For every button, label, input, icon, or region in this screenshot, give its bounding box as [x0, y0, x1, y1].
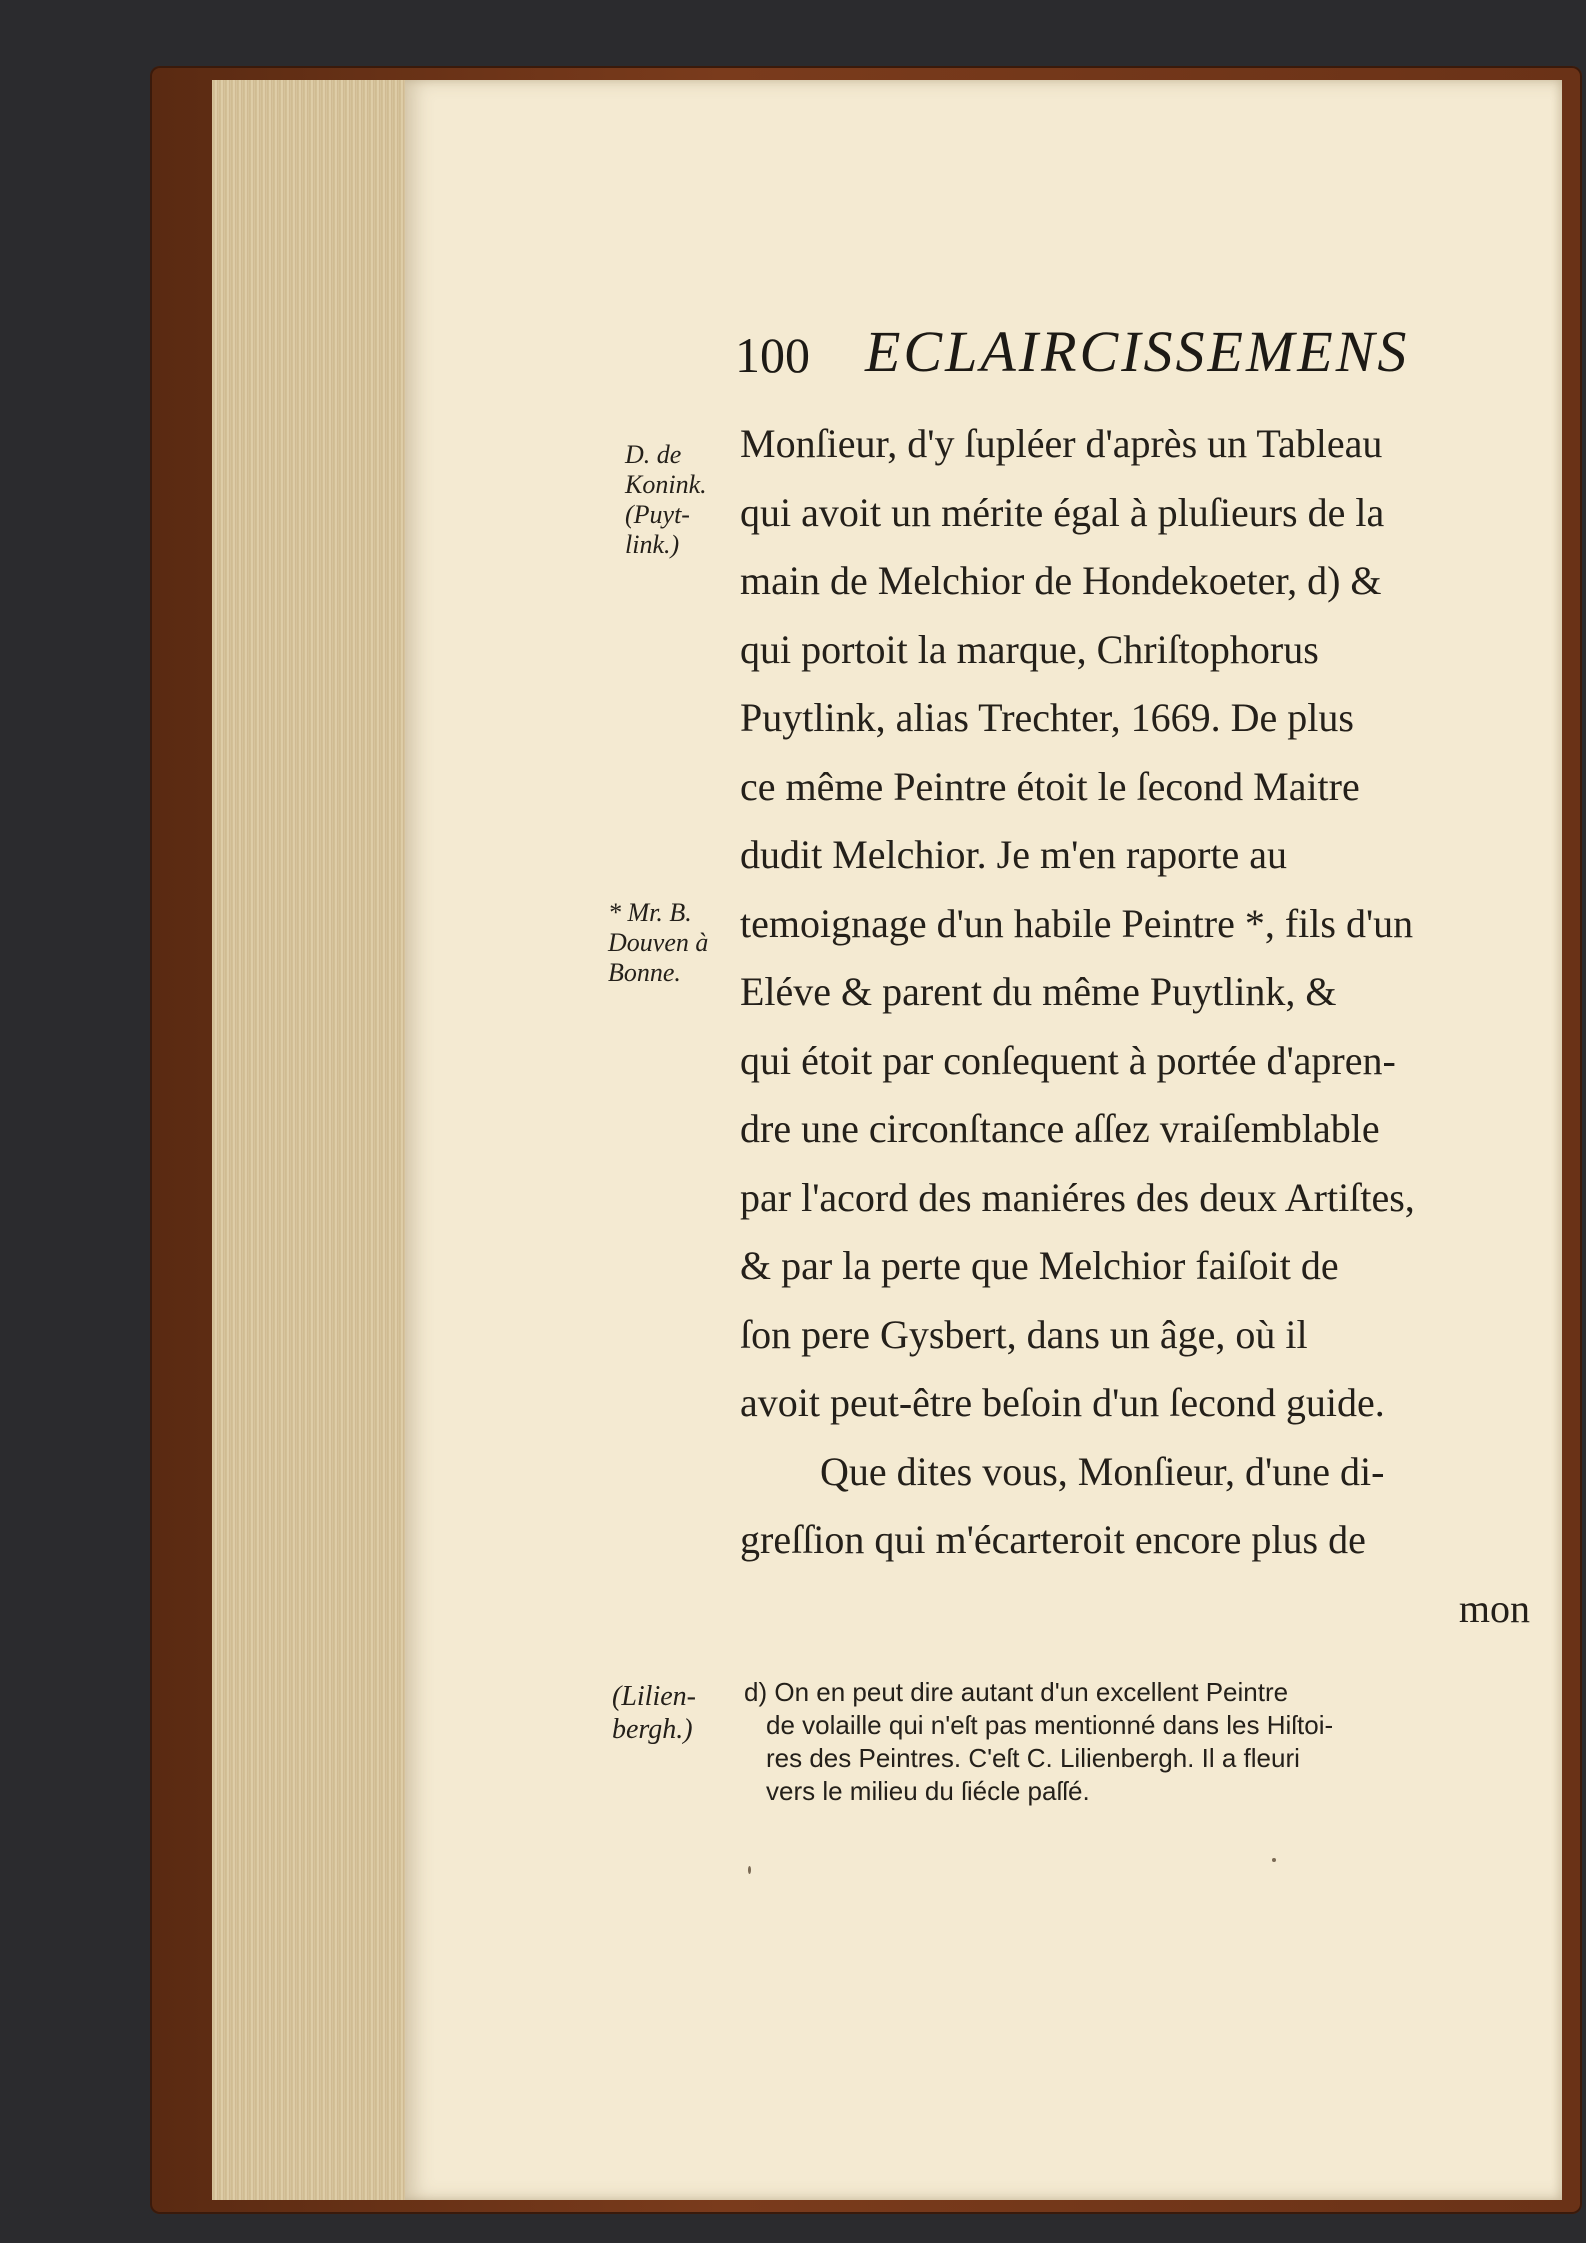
footnote-margin-note: (Lilien-bergh.): [612, 1681, 696, 1745]
margin-note-konink: D. de Konink. (Puyt-link.): [625, 440, 707, 559]
footnote: [744, 1676, 1524, 1808]
catchword: mon: [1458, 1585, 1530, 1631]
footnote-line: de volaille qui n'eſt pas mentionné dans les Hiſtoi-: [766, 1710, 1334, 1740]
body-line: qui étoit par conſequent à portée d'apren-: [740, 1037, 1396, 1083]
body-line: Puytlink, alias Trechter, 1669. De plus: [740, 695, 1354, 740]
page-number: 100: [735, 327, 810, 383]
body-line: dre une circonſtance aſſez vraiſemblable: [740, 1106, 1380, 1151]
body-line: ce même Peintre étoit le ſecond Maitre: [740, 763, 1360, 809]
body-line: qui avoit un mérite égal à pluſieurs de la: [740, 489, 1385, 535]
body-line: par l'acord des maniéres des deux Artiſtes,: [740, 1174, 1415, 1220]
footnote-line: vers le milieu du ſiécle paſſé.: [766, 1776, 1090, 1806]
page-header: [735, 318, 1525, 388]
paper-spot: [748, 1866, 751, 1874]
running-title: ECLAIRCISSEMENS: [865, 319, 1410, 384]
body-line: main de Melchior de Hondekoeter, d) &: [740, 558, 1382, 603]
body-line: Eléve & parent du même Puytlink, &: [740, 969, 1337, 1014]
body-line: greſſion qui m'écarteroit encore plus de: [740, 1517, 1366, 1562]
body-line: avoit peut-être beſoin d'un ſecond guide.: [740, 1380, 1385, 1425]
body-line: Que dites vous, Monſieur, d'une di-: [820, 1448, 1385, 1494]
page-fore-edge: [212, 80, 410, 2200]
body-line: & par la perte que Melchior faiſoit de: [740, 1243, 1339, 1288]
body-line: temoignage d'un habile Peintre *, fils d'un: [740, 900, 1414, 946]
body-line: Monſieur, d'y ſupléer d'après un Tableau: [740, 421, 1383, 466]
footnote-line: d) On en peut dire autant d'un excellent Peintre: [744, 1677, 1289, 1707]
body-text: [740, 410, 1530, 1643]
footnote-line: res des Peintres. C'eſt C. Lilienbergh. Il a fleuri: [766, 1743, 1300, 1773]
body-line: ſon pere Gysbert, dans un âge, où il: [740, 1311, 1308, 1357]
paper-spot: [1272, 1858, 1276, 1862]
body-line: dudit Melchior. Je m'en raporte au: [740, 832, 1288, 877]
body-line: qui portoit la marque, Chriſtophorus: [740, 626, 1319, 672]
margin-note-douven: * Mr. B. Douven à Bonne.: [608, 898, 709, 987]
